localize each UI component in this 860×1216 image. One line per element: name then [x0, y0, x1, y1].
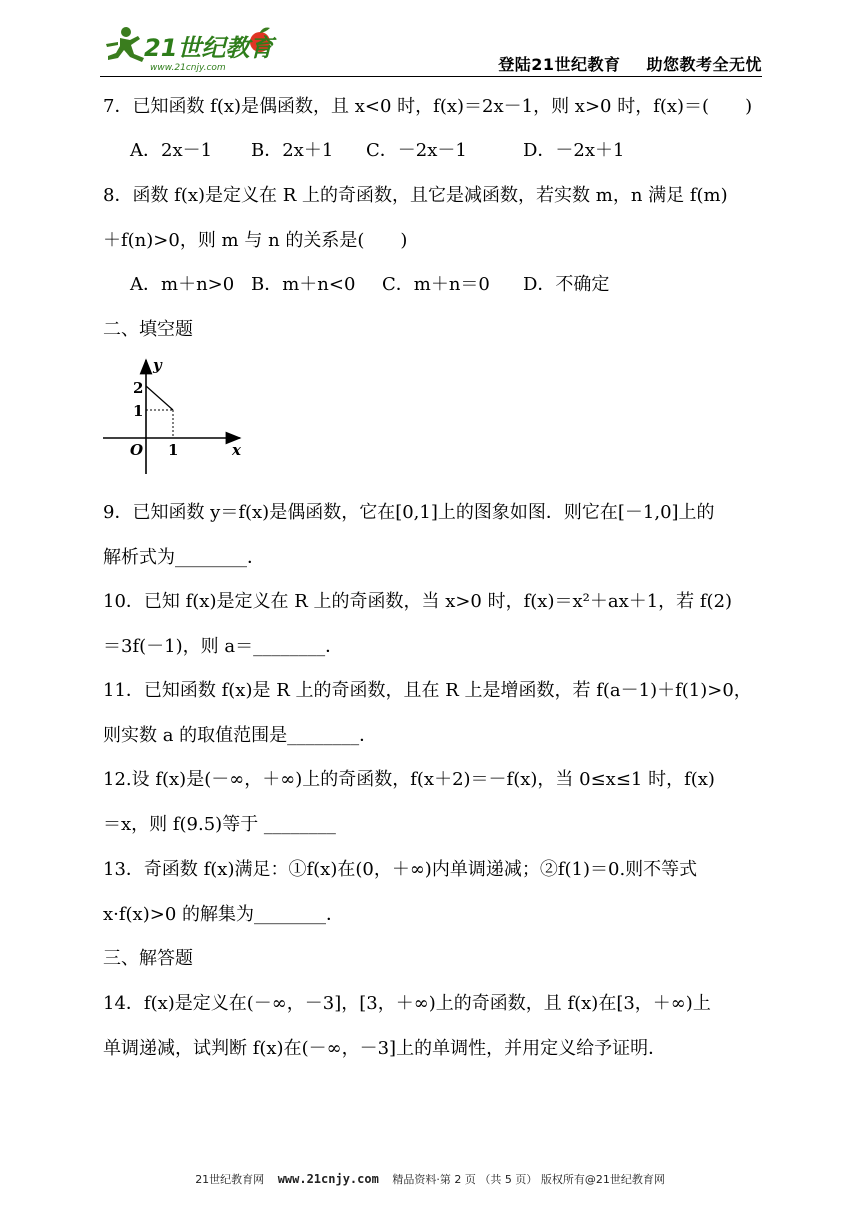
page-header: [100, 22, 762, 78]
footer-right: 精品资料·第 2 页 （共 5 页） 版权所有@21世纪教育网: [392, 1173, 665, 1186]
y-tick-2: 2: [133, 379, 144, 397]
footer-left: 21世纪教育网: [195, 1173, 265, 1186]
q10-line-1: 10．已知 f(x)是定义在 R 上的奇函数，当 x>0 时，f(x)＝x²＋ax＋1，若 f(2): [103, 591, 733, 612]
x-axis-label: x: [232, 441, 241, 459]
q8-option-a: A．m＋n>0: [130, 274, 235, 295]
q7-option-c: C．－2x－1: [366, 140, 467, 161]
21cnjy-logo: [100, 22, 290, 76]
section-fill-in-heading: 二、填空题: [103, 319, 193, 340]
q8-stem-line-1: 8．函数 f(x)是定义在 R 上的奇函数，且它是减函数，若实数 m，n 满足 f(m): [103, 185, 728, 206]
graph-segment: [146, 386, 173, 410]
q8-stem-line-2: ＋f(n)>0，则 m 与 n 的关系是( ): [103, 230, 408, 251]
q14-line-2: 单调递减，试判断 f(x)在(－∞，－3]上的单调性，并用定义给予证明．: [103, 1038, 667, 1059]
q7-option-d: D．－2x＋1: [523, 140, 625, 161]
q9-line-1: 9．已知函数 y＝f(x)是偶函数，它在[0,1]上的图象如图．则它在[－1,0]上的: [103, 502, 715, 523]
y-tick-1: 1: [133, 402, 144, 420]
q7-stem: 7．已知函数 f(x)是偶函数，且 x<0 时，f(x)＝2x－1，则 x>0 时，f(x)＝( ): [103, 96, 753, 117]
function-graph-figure: [100, 352, 250, 478]
q8-option-b: B．m＋n<0: [251, 274, 356, 295]
y-axis-label: y: [153, 356, 162, 374]
page-footer: [0, 1171, 860, 1187]
q8-option-d: D．不确定: [523, 274, 610, 295]
q8-options: [0, 273, 860, 297]
x-tick-1: 1: [168, 441, 179, 459]
section-solution-heading: 三、解答题: [103, 948, 193, 969]
q7-options: [0, 139, 860, 163]
header-slogan-2: 助您教考全无忧: [646, 55, 762, 74]
header-divider: [100, 76, 762, 77]
origin-label: O: [130, 441, 144, 459]
svg-text:www.21cnjy.com: www.21cnjy.com: [150, 63, 226, 73]
q10-line-2: ＝3f(－1)，则 a＝________．: [103, 636, 344, 657]
header-slogan-1: 登陆21世纪教育: [498, 55, 621, 74]
q14-line-1: 14．f(x)是定义在(－∞，－3]，[3，＋∞)上的奇函数，且 f(x)在[3，＋∞)上: [103, 993, 711, 1014]
q12-line-2: ＝x，则 f(9.5)等于 ________: [103, 814, 336, 835]
q7-option-a: A．2x－1: [130, 140, 213, 161]
q8-option-c: C．m＋n＝0: [382, 274, 490, 295]
q13-line-2: x·f(x)>0 的解集为________．: [103, 904, 344, 925]
q11-line-2: 则实数 a 的取值范围是________．: [103, 725, 378, 746]
q9-line-2: 解析式为________．: [103, 547, 265, 568]
q13-line-1: 13．奇函数 f(x)满足：①f(x)在(0，＋∞)内单调递减；②f(1)＝0.则不等式: [103, 859, 698, 880]
q12-line-1: 12.设 f(x)是(－∞，＋∞)上的奇函数，f(x＋2)＝－f(x)，当 0≤x≤1 时，f(x): [103, 769, 715, 790]
svg-text:21世纪教育: 21世纪教育: [144, 34, 274, 62]
q11-line-1: 11．已知函数 f(x)是 R 上的奇函数，且在 R 上是增函数，若 f(a－1)＋f(1)>0，: [103, 680, 752, 701]
header-slogan: [498, 52, 762, 75]
footer-site-link[interactable]: www.21cnjy.com: [277, 1172, 379, 1186]
q7-option-b: B．2x＋1: [251, 140, 334, 161]
